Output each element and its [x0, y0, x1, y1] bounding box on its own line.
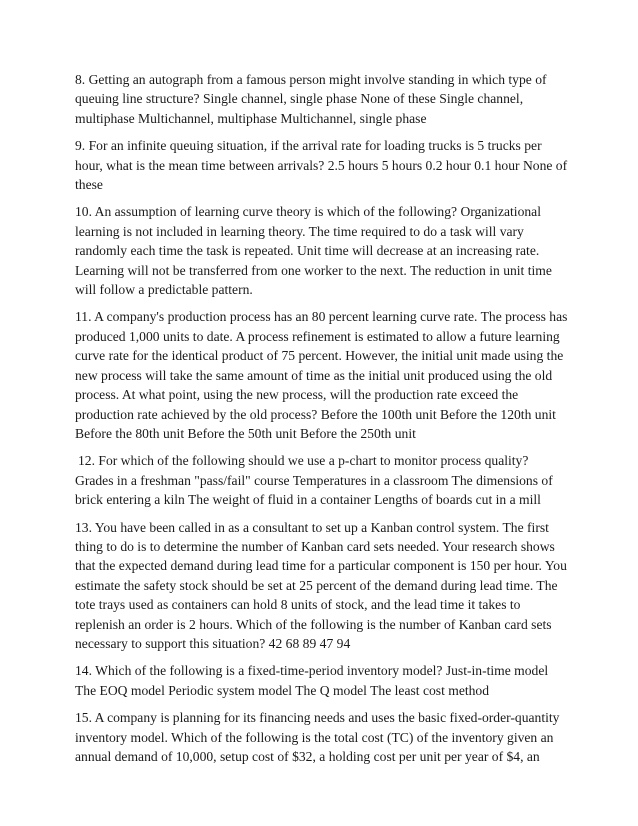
document-page [75, 70, 570, 774]
question-13: 13. You have been called in as a consultant to set up a Kanban control system. The first thing to do is to determine the number of Kanban card sets needed. Your research shows that the expected demand during lead time for a particular component is 150 per hour. You estimate the safety stock should be set at 25 percent of the demand during lead time. The tote trays used as containers can hold 8 units of stock, and the lead time it takes to replenish an order is 2 hours. Which of the following is the number of Kanban card sets necessary to support this situation? 42 68 89 47 94 [75, 519, 567, 651]
question-11: 11. A company's production process has an 80 percent learning curve rate. The process has produced 1,000 units to date. A process refinement is estimated to allow a future learning curve rate for the identical product of 75 percent. However, the initial unit made using the new process will take the same amount of time as the initial unit produced using the old process. At what point, using the new process, will the production rate exceed the production rate achieved by the old process? Before the 100th unit Before the 120th unit Before the 80th unit Before the 50th unit Before the 250th unit [75, 309, 568, 441]
question-15: 15. A company is planning for its financing needs and uses the basic fixed-order-quantity inventory model. Which of the following is the total cost (TC) of the inventory given an annual demand of 10,000, setup cost of $32, a holding cost per unit per year of $4, an [75, 710, 560, 764]
question-9: 9. For an infinite queuing situation, if the arrival rate for loading trucks is 5 trucks per hour, what is the mean time between arrivals? 2.5 hours 5 hours 0.2 hour 0.1 hour None of these [75, 138, 568, 193]
question-14: 14. Which of the following is a fixed-time-period inventory model? Just-in-time model The EOQ model Periodic system model The Q model The least cost method [75, 663, 549, 698]
question-8: 8. Getting an autograph from a famous person might involve standing in which type of queuing line structure? Single channel, single phase None of these Single channel, multiphase Multichannel, multiphase Multichannel, single phase [75, 72, 547, 126]
question-10: 10. An assumption of learning curve theory is which of the following? Organizational learning is not included in learning theory. The time required to do a task will vary randomly each time the task is repeated. Unit time will decrease at an increasing rate. Learning will not be transferred from one worker to the next. The reduction in unit time will follow a predictable pattern. [75, 204, 552, 298]
question-12: 12. For which of the following should we use a p-chart to monitor process quality? Grades in a freshman "pass/fail" course Temperatures in a classroom The dimensions of brick entering a kiln The weight of fluid in a container Lengths of boards cut in a mill [75, 453, 553, 508]
